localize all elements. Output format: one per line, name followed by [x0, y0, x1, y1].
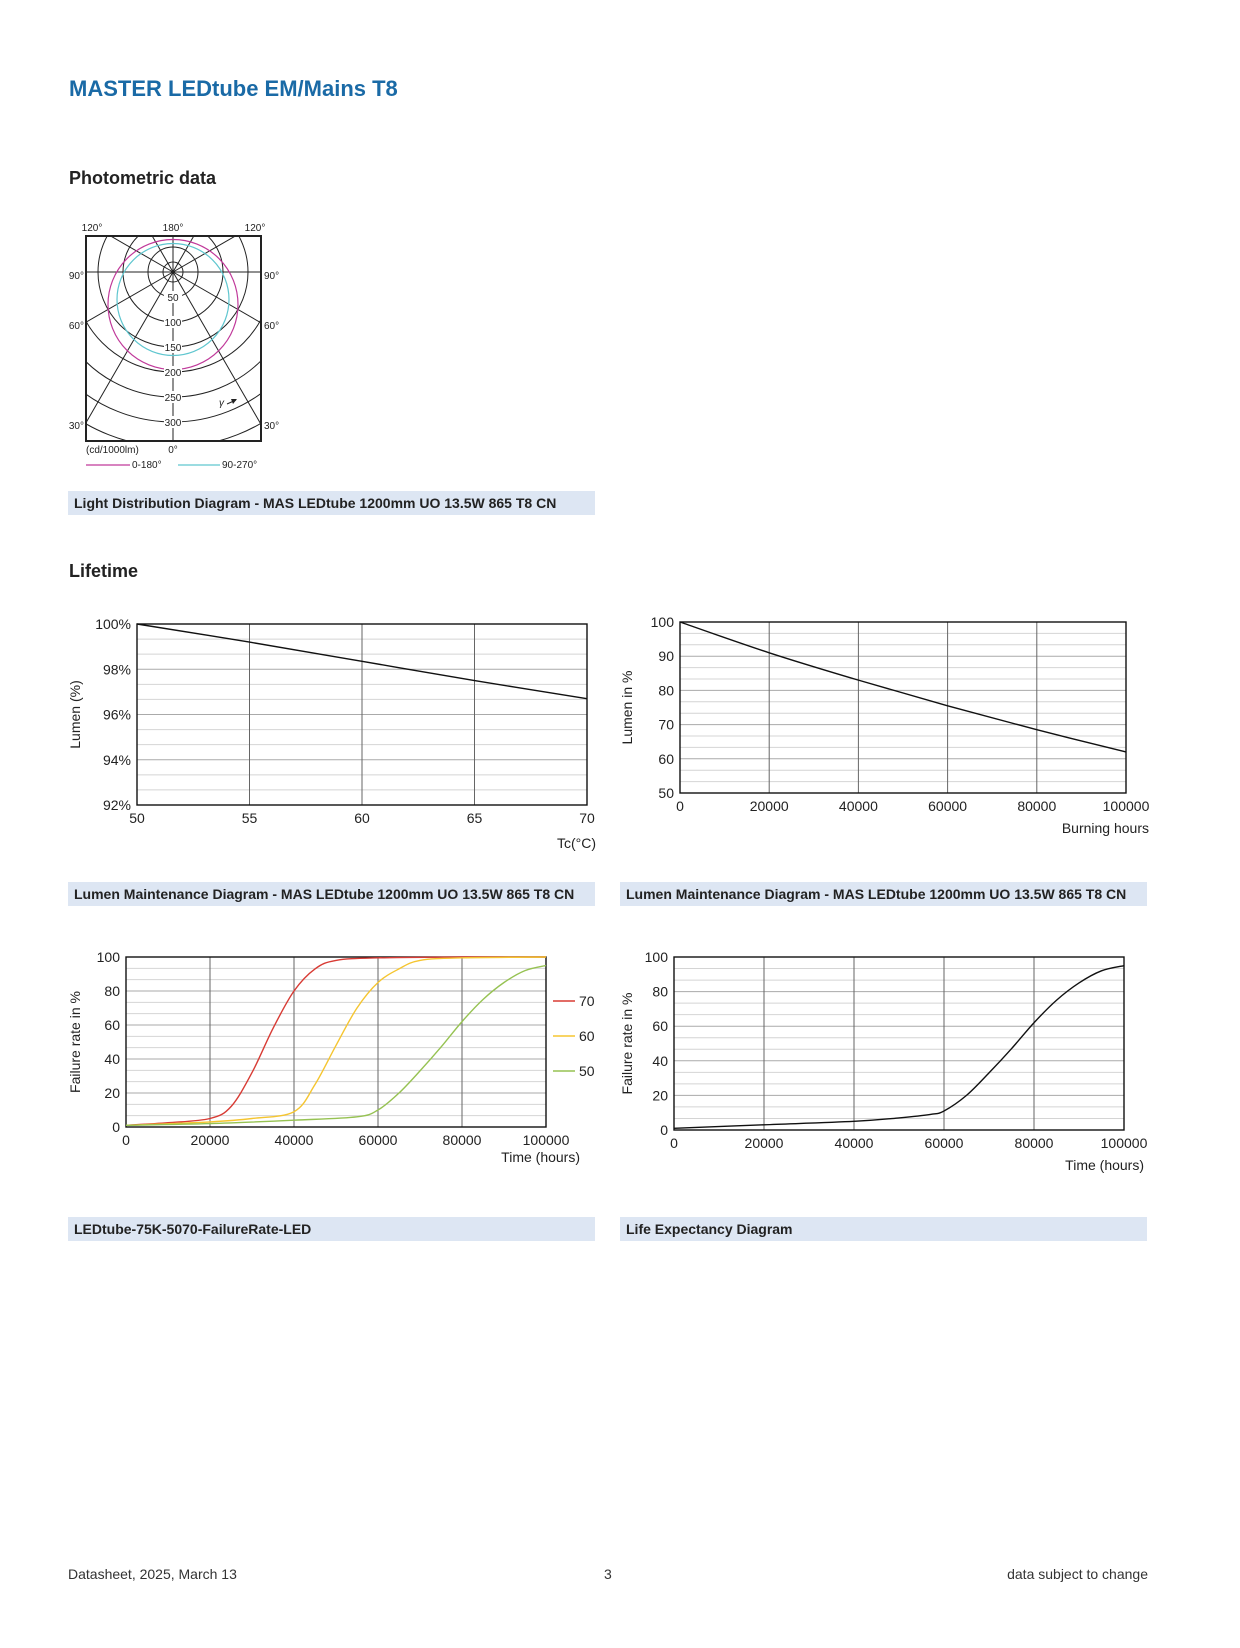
x-tick-label: 80000: [1017, 798, 1057, 814]
x-tick-label: 100000: [1100, 1135, 1148, 1151]
x-axis-label: Burning hours: [1061, 820, 1149, 836]
x-tick-label: 40000: [834, 1135, 874, 1151]
angle-label-left-30: 30°: [68, 421, 84, 432]
y-tick-label: 80: [104, 983, 120, 999]
plot-area-frame: [680, 622, 1126, 793]
angle-label-right-90: 90°: [264, 271, 280, 282]
x-tick-label: 20000: [749, 798, 789, 814]
polar-radial-label: 200: [164, 368, 182, 379]
x-tick-label: 0: [670, 1135, 678, 1151]
x-tick-label: 60: [354, 810, 370, 826]
x-tick-label: 55: [241, 810, 258, 826]
x-tick-label: 40000: [274, 1132, 314, 1148]
footer-right: data subject to change: [1007, 1566, 1148, 1582]
polar-radial-line: [173, 72, 519, 272]
y-tick-label: 100: [96, 949, 120, 965]
x-tick-label: 60000: [358, 1132, 398, 1148]
y-tick-label: 80: [652, 983, 668, 1000]
grid-lines: [126, 957, 546, 1127]
light-distribution-diagram: [60, 218, 300, 480]
y-tick-label: 0: [112, 1119, 120, 1135]
y-tick-label: 70: [658, 716, 674, 733]
legend-label-50: 50: [579, 1063, 595, 1079]
series-line: [680, 622, 1126, 752]
polar-radial-line: [173, 0, 373, 272]
series-line-60: [126, 957, 546, 1125]
y-axis-label: Lumen (%): [67, 680, 83, 749]
failure-rate-chart: [60, 940, 600, 1180]
caption-lumen-maintenance-tc: Lumen Maintenance Diagram - MAS LEDtube 1200mm UO 13.5W 865 T8 CN: [68, 882, 595, 906]
legend-label-90-270: 90-270°: [222, 460, 258, 471]
angle-label-top-left: 120°: [81, 223, 103, 234]
lumen-maintenance-tc-chart: [60, 600, 600, 860]
angle-label-bottom-center: 0°: [168, 445, 178, 456]
series-line: [674, 966, 1124, 1129]
y-tick-label: 96%: [102, 706, 131, 723]
polar-radial-label: 250: [164, 393, 182, 404]
y-tick-label: 40: [652, 1052, 668, 1069]
caption-lumen-maintenance-hours: Lumen Maintenance Diagram - MAS LEDtube 1200mm UO 13.5W 865 T8 CN: [620, 882, 1147, 906]
angle-label-right-60: 60°: [264, 321, 280, 332]
x-tick-label: 50: [129, 810, 145, 826]
plot-area-frame: [674, 957, 1124, 1130]
y-tick-label: 100: [650, 614, 674, 630]
y-tick-label: 80: [658, 682, 674, 699]
document-title: MASTER LEDtube EM/Mains T8: [69, 76, 398, 101]
x-tick-label: 100000: [1102, 798, 1150, 814]
y-tick-label: 100: [644, 949, 668, 965]
x-tick-label: 0: [122, 1132, 130, 1148]
gamma-label: γ: [219, 398, 224, 409]
x-tick-label: 60000: [928, 798, 968, 814]
x-tick-label: 80000: [1014, 1135, 1054, 1151]
y-tick-label: 0: [660, 1122, 668, 1138]
x-tick-label: 40000: [838, 798, 878, 814]
y-axis-label: Failure rate in %: [67, 991, 83, 1093]
angle-label-right-30: 30°: [264, 421, 280, 432]
x-tick-label: 65: [466, 810, 483, 826]
x-tick-label: 100000: [522, 1132, 570, 1148]
x-axis-label: Time (hours): [501, 1149, 580, 1165]
grid-lines: [680, 622, 1126, 793]
y-tick-label: 50: [658, 785, 674, 801]
angle-label-top-center: 180°: [162, 223, 184, 234]
y-tick-label: 94%: [102, 751, 131, 768]
polar-unit-label: (cd/1000lm): [86, 445, 139, 456]
polar-radial-label: 150: [164, 343, 182, 354]
series-line-70: [126, 957, 546, 1125]
x-tick-label: 60000: [924, 1135, 964, 1151]
y-axis-label: Failure rate in %: [619, 992, 635, 1095]
section-heading-lifetime: Lifetime: [69, 561, 139, 581]
x-tick-label: 0: [676, 798, 684, 814]
x-tick-label: 80000: [442, 1132, 482, 1148]
grid-lines: [137, 624, 587, 805]
x-axis-label: Time (hours): [1065, 1157, 1144, 1173]
x-tick-label: 20000: [744, 1135, 784, 1151]
y-tick-label: 90: [658, 648, 674, 665]
y-tick-label: 98%: [102, 661, 131, 678]
y-tick-label: 40: [104, 1051, 120, 1067]
y-tick-label: 60: [652, 1018, 668, 1035]
x-tick-label: 70: [579, 810, 595, 826]
caption-life-expectancy: Life Expectancy Diagram: [620, 1217, 1147, 1241]
x-axis-label: Tc(°C): [556, 835, 596, 851]
angle-label-top-right: 120°: [244, 223, 266, 234]
y-tick-label: 20: [104, 1085, 120, 1101]
legend-label-0-180: 0-180°: [132, 460, 162, 471]
y-tick-label: 20: [652, 1087, 668, 1104]
y-axis-label: Lumen in %: [619, 670, 635, 745]
polar-radial-label: 50: [167, 293, 179, 304]
y-tick-label: 60: [658, 750, 674, 767]
footer-page-number: 3: [604, 1566, 612, 1582]
angle-label-left-90: 90°: [68, 271, 84, 282]
legend-label-60: 60: [579, 1028, 595, 1044]
caption-light-distribution: Light Distribution Diagram - MAS LEDtube 1200mm UO 13.5W 865 T8 CN: [68, 491, 595, 515]
lumen-maintenance-hours-chart: [615, 600, 1155, 860]
y-tick-label: 92%: [102, 797, 131, 813]
angle-label-left-60: 60°: [68, 321, 84, 332]
legend-label-70: 70: [579, 993, 595, 1009]
section-heading-photometric: Photometric data: [69, 168, 217, 188]
life-expectancy-chart: [615, 940, 1155, 1180]
footer-left: Datasheet, 2025, March 13: [68, 1566, 237, 1582]
grid-lines: [674, 957, 1124, 1130]
polar-radial-label: 300: [164, 418, 182, 429]
plot-area-frame: [126, 957, 546, 1127]
caption-failure-rate: LEDtube-75K-5070-FailureRate-LED: [68, 1217, 595, 1241]
y-tick-label: 100%: [95, 616, 131, 632]
y-tick-label: 60: [104, 1017, 120, 1033]
x-tick-label: 20000: [190, 1132, 230, 1148]
polar-radial-label: 100: [164, 318, 182, 329]
